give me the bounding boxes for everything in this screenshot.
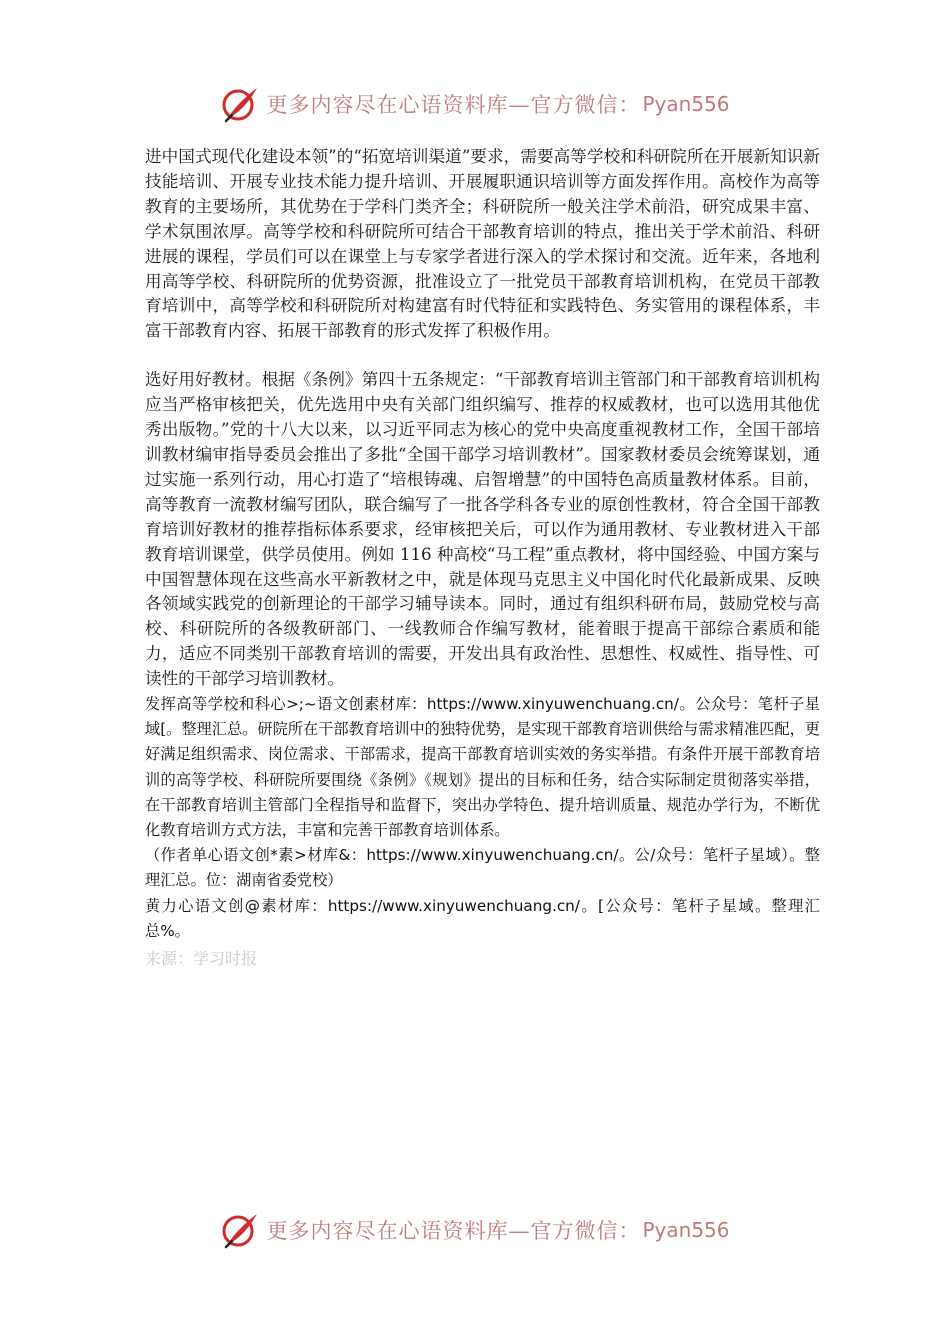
footer-watermark-banner [0,1208,950,1252]
article-body [145,145,820,971]
banner-wechat-id: Pyan556 [642,1218,730,1242]
banner-text: 更多内容尽在心语资料库—官方微信： [266,93,641,117]
author-note: （作者单心语文创*素>材库&：https://www.xinyuwenchuang.cn/。公/众号：笔杆子星域）。整理汇总。位：湖南省委党校） [145,846,820,890]
header-watermark-banner [0,82,950,126]
body-paragraph-1: 进中国式现代化建设本领”的“拓宽培训渠道”要求，需要高等学校和科研院所在开展新知识新技能培训、开展专业技术能力提升培训、开展履职通识培训等方面发挥作用。高校作为高等教育的主要场所，其优势在于学科门类齐全；科研院所一般关注学术前沿，研究成果丰富、学术氛围浓厚。高等学校和科研院所可结合干部教育培训的特点，推出关于学术前沿、科研进展的课程，学员们可以在课堂上与专家学者进行深入的学术探讨和交流。近年来，各地利用高等学校、科研院所的优势资源，批准设立了一批党员干部教育培训机构，在党员干部教育培训中，高等学校和科研院所对构建富有时代特征和实践特色、务实管用的课程体系，丰富干部教育内容、拓展干部教育的形式发挥了积极作用。 [145,147,820,341]
paragraph-gap [145,344,820,368]
body-paragraph-2: 选好用好教材。根据《条例》第四十五条规定：“干部教育培训主管部门和干部教育培训机构应当严格审核把关，优先选用中央有关部门组织编写、推荐的权威教材，也可以选用其他优秀出版物。”党的十八大以来，以习近平同志为核心的党中央高度重视教材工作，全国干部培训教材编审指导委员会推出了多批“全国干部学习培训教材”。国家教材委员会统筹谋划，通过实施一系列行动，用心打造了“培根铸魂、启智增慧”的中国特色高质量教材体系。目前，高等教育一流教材编写团队，联合编写了一批各学科各专业的原创性教材，符合全国干部教育培训好教材的推荐指标体系要求，经审核把关后，可以作为通用教材、专业教材进入干部教育培训课堂，供学员使用。例如 116 种高校“马工程”重点教材，将中国经验、中国方案与中国智慧体现在这些高水平新教材之中，就是体现马克思主义中国化时代化最新成果、反映各领域实践党的创新理论的干部学习辅导读本。同时，通过有组织科研布局，鼓励党校与高校、科研院所的各级教研部门、一线教师合作编写教材，能着眼于提高干部综合素质和能力，适应不同类别干部教育培训的需要，开发出具有政治性、思想性、权威性、指导性、可读性的干部学习培训教材。 [145,370,820,689]
quill-logo-icon [220,1210,260,1250]
quill-logo-icon [220,84,260,124]
source-line: 来源：学习时报 [145,949,258,969]
body-paragraph-3: 发挥高等学校和科心>;~语文创素材库：https://www.xinyuwenchuang.cn/。公众号：笔杆子星域[。整理汇总。研院所在干部教育培训中的独特优势，是实现干部教育培训供给与需求精准匹配，更好满足组织需求、岗位需求、干部需求，提高干部教育培训实效的务实举措。有条件开展干部教育培训的高等学校、科研院所要围绕《条例》《规划》提出的目标和任务，结合实际制定贯彻落实举措，在干部教育培训主管部门全程指导和监督下，突出办学特色、提升培训质量、规范办学行为，不断优化教育培训方式方法，丰富和完善干部教育培训体系。 [145,695,820,840]
banner-text: 更多内容尽在心语资料库—官方微信： [266,1219,641,1243]
closing-note: 黄力心语文创@素材库：https://www.xinyuwenchuang.cn/。[公众号：笔杆子星域。整理汇总%。 [145,896,820,940]
banner-wechat-id: Pyan556 [642,92,730,116]
